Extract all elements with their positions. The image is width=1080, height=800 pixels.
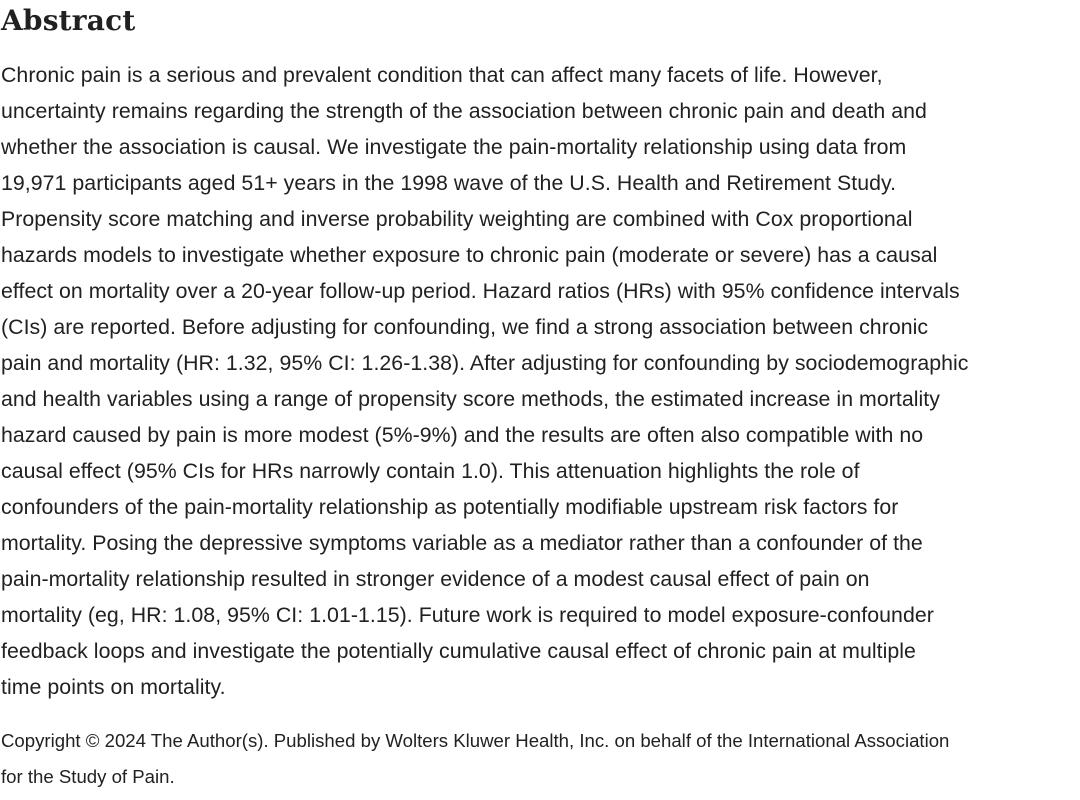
copyright-line: for the Study of Pain.	[1, 766, 175, 787]
abstract-line: whether the association is causal. We investigate the pain-mortality relationship using data from	[1, 135, 907, 159]
abstract-line: effect on mortality over a 20-year follow-up period. Hazard ratios (HRs) with 95% confidence intervals	[1, 279, 960, 303]
abstract-line: pain and mortality (HR: 1.32, 95% CI: 1.26-1.38). After adjusting for confounding by sociodemographic	[1, 351, 969, 375]
copyright-line: Copyright © 2024 The Author(s). Published by Wolters Kluwer Health, Inc. on behalf of the International Association	[1, 730, 950, 751]
abstract-line: causal effect (95% CIs for HRs narrowly contain 1.0). This attenuation highlights the role of	[1, 459, 860, 483]
abstract-line: Propensity score matching and inverse probability weighting are combined with Cox proportional	[1, 207, 913, 231]
abstract-line: and health variables using a range of propensity score methods, the estimated increase in mortality	[1, 387, 940, 411]
abstract-line: mortality. Posing the depressive symptoms variable as a mediator rather than a confounder of the	[1, 531, 923, 555]
copyright-notice	[1, 723, 1080, 795]
abstract-line: hazards models to investigate whether exposure to chronic pain (moderate or severe) has a causal	[1, 243, 938, 267]
abstract-line: hazard caused by pain is more modest (5%-9%) and the results are often also compatible with no	[1, 423, 924, 447]
abstract-line: mortality (eg, HR: 1.08, 95% CI: 1.01-1.15). Future work is required to model exposure-confounder	[1, 603, 934, 627]
abstract-line: Chronic pain is a serious and prevalent condition that can affect many facets of life. However,	[1, 63, 883, 87]
abstract-heading: Abstract	[1, 4, 136, 37]
abstract-line: (CIs) are reported. Before adjusting for confounding, we find a strong association between chronic	[1, 315, 929, 339]
abstract-text	[1, 57, 1080, 705]
abstract-line: feedback loops and investigate the potentially cumulative causal effect of chronic pain at multiple	[1, 639, 916, 663]
abstract-line: pain-mortality relationship resulted in stronger evidence of a modest causal effect of pain on	[1, 567, 870, 591]
abstract-line: confounders of the pain-mortality relationship as potentially modifiable upstream risk factors for	[1, 495, 899, 519]
abstract-line: 19,971 participants aged 51+ years in the 1998 wave of the U.S. Health and Retirement Study.	[1, 171, 897, 195]
abstract-line: uncertainty remains regarding the strength of the association between chronic pain and death and	[1, 99, 927, 123]
abstract-line: time points on mortality.	[1, 675, 226, 699]
